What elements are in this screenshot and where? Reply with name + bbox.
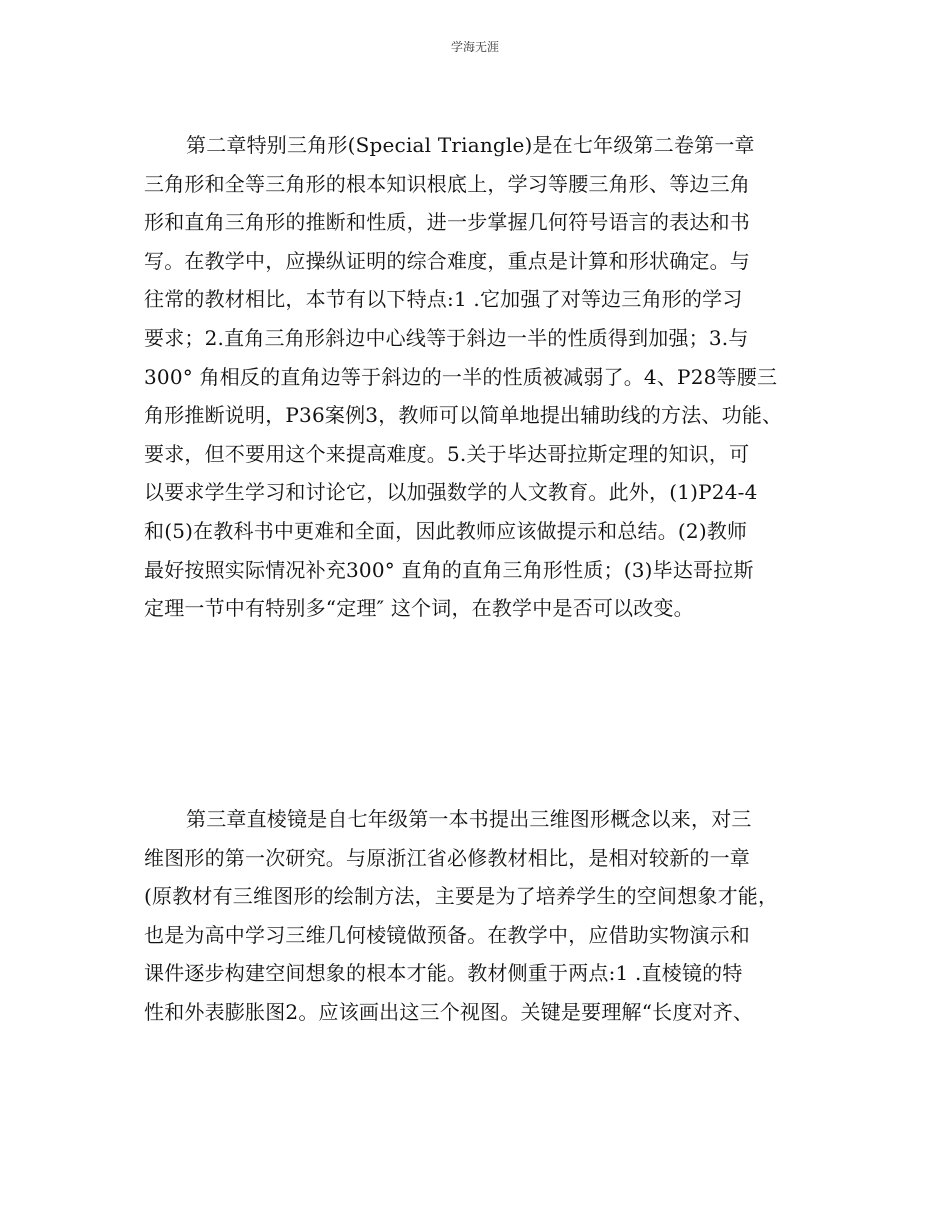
paragraph-line: 以要求学生学习和讨论它，以加强数学的人文教育。此外，(1)P24-4 xyxy=(144,480,758,505)
paragraph-right-prism xyxy=(144,800,824,1032)
paragraph-line: 写。在教学中，应操纵证明的综合难度，重点是计算和形状确定。与 xyxy=(144,248,750,273)
paragraph-line: 性和外表膨胀图2。应该画出这三个视图。关键是要理解“长度对齐、 xyxy=(144,999,754,1024)
paragraph-line: 第三章直棱镜是自七年级第一本书提出三维图形概念以来，对三 xyxy=(186,807,752,831)
paragraph-line: 角形推断说明，P36案例3，教师可以简单地提出辅助线的方法、功能、 xyxy=(144,403,783,428)
paragraph-line: 300° 角相反的直角边等于斜边的一半的性质被减弱了。4、P28等腰三 xyxy=(144,364,778,389)
paragraph-special-triangle xyxy=(144,126,824,628)
paragraph-line: 要求，但不要用这个来提高难度。5.关于毕达哥拉斯定理的知识，可 xyxy=(144,441,750,466)
page-header: 学海无涯 xyxy=(450,40,499,54)
paragraph-line: 也是为高中学习三维几何棱镜做预备。在教学中，应借助实物演示和 xyxy=(144,922,750,947)
paragraph-line: 形和直角三角形的推断和性质，进一步掌握几何符号语言的表达和书 xyxy=(144,210,750,235)
paragraph-line: 维图形的第一次研究。与原浙江省必修教材相比，是相对较新的一章 xyxy=(144,845,750,870)
paragraph-line: 往常的教材相比，本节有以下特点:1 .它加强了对等边三角形的学习 xyxy=(144,287,743,312)
paragraph-line: 课件逐步构建空间想象的根本才能。教材侧重于两点:1 .直棱镜的特 xyxy=(144,961,743,986)
paragraph-line: 要求；2.直角三角形斜边中心线等于斜边一半的性质得到加强；3.与 xyxy=(144,325,749,350)
paragraph-line: 第二章特别三角形(Special Triangle)是在七年级第二卷第一章 xyxy=(186,133,755,157)
paragraph-line: 最好按照实际情况补充300° 直角的直角三角形性质；(3)毕达哥拉斯 xyxy=(144,557,754,582)
paragraph-line: 三角形和全等三角形的根本知识根底上，学习等腰三角形、等边三角 xyxy=(144,171,750,196)
paragraph-line: 定理一节中有特别多“定理″ 这个词，在教学中是否可以改变。 xyxy=(144,596,694,621)
paragraph-line: 和(5)在教科书中更难和全面，因此教师应该做提示和总结。(2)教师 xyxy=(144,518,748,543)
paragraph-line: (原教材有三维图形的绘制方法，主要是为了培养学生的空间想象才能， xyxy=(144,884,779,909)
